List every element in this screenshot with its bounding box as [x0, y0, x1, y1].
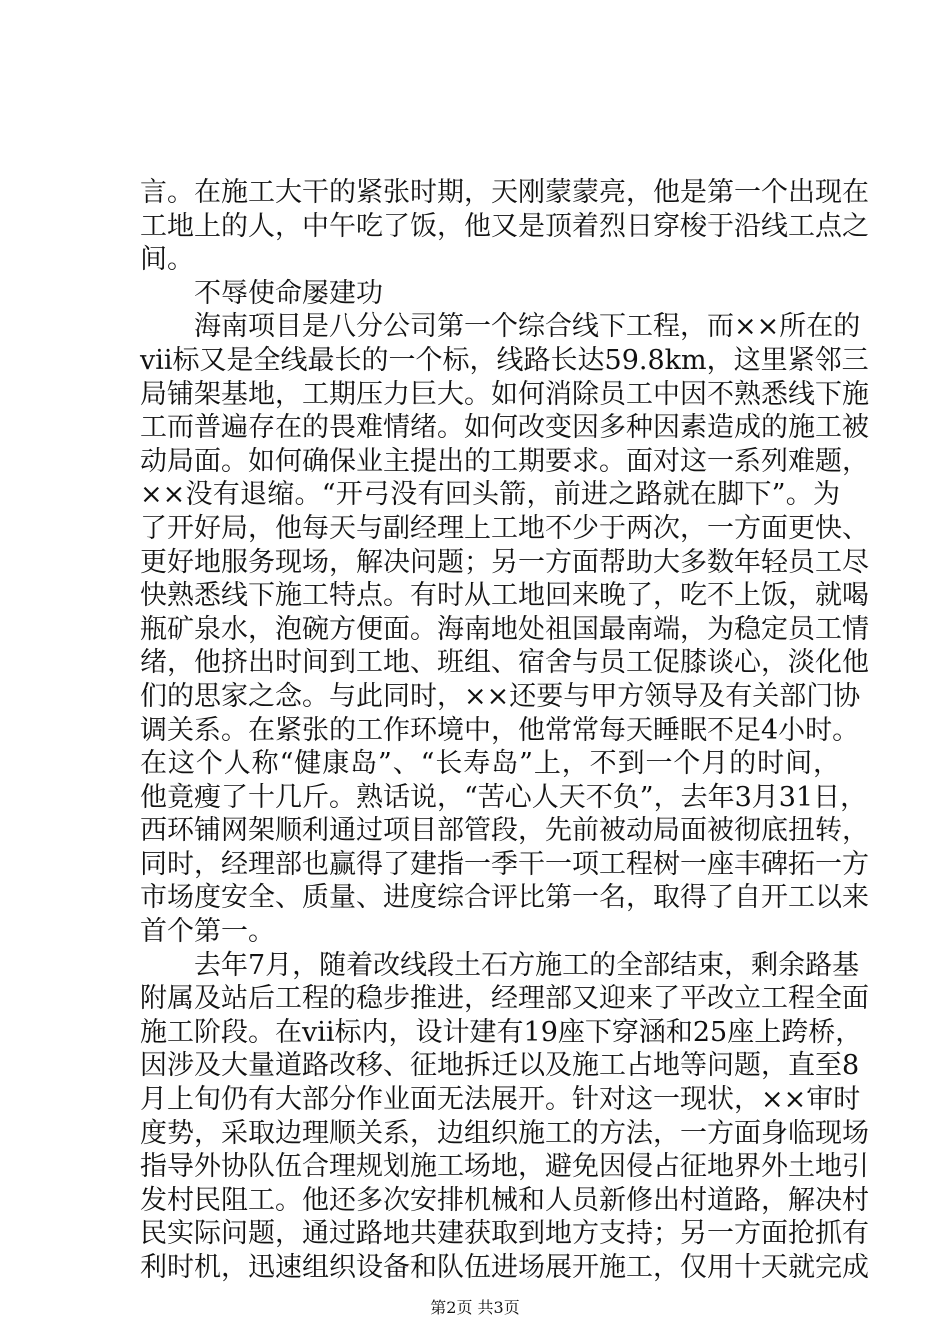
- text-line: 动局面。如何确保业主提出的工期要求。面对这一系列难题，: [140, 445, 869, 477]
- text-line: 绪，他挤出时间到工地、班组、宿舍与员工促膝谈心，淡化他: [140, 647, 869, 679]
- text-line: 他竟瘦了十几斤。熟话说，“苦心人天不负”，去年3月31日，: [140, 781, 868, 813]
- text-line: 瓶矿泉水，泡碗方便面。海南地处祖国最南端，为稳定员工情: [140, 613, 869, 645]
- text-line: 言。在施工大干的紧张时期，天刚蒙蒙亮，他是第一个出现在: [140, 177, 869, 208]
- text-line: 施工阶段。在vii标内，设计建有19座下穿涵和25座上跨桥，: [140, 1016, 863, 1048]
- text-line: vii标又是全线最长的一个标，线路长达59.8km，这里紧邻三: [140, 344, 869, 376]
- text-line: 了开好局，他每天与副经理上工地不少于两次，一方面更快、: [140, 512, 869, 544]
- text-line: 利时机，迅速组织设备和队伍进场展开施工，仅用十天就完成: [140, 1252, 869, 1283]
- text-line: 发村民阻工。他还多次安排机械和人员新修出村道路，解决村: [140, 1184, 869, 1216]
- text-line: 附属及站后工程的稳步推进，经理部又迎来了平改立工程全面: [140, 983, 869, 1015]
- section-heading: 不辱使命屡建功: [194, 277, 383, 309]
- text-line: 更好地服务现场，解决问题；另一方面帮助大多数年轻员工尽: [140, 546, 869, 578]
- text-line: 工而普遍存在的畏难情绪。如何改变因多种因素造成的施工被: [140, 412, 869, 444]
- text-line: 同时，经理部也赢得了建指一季干一项工程树一座丰碑拓一方: [140, 848, 869, 880]
- text-line: 度势，采取边理顺关系，边组织施工的方法，一方面身临现场: [140, 1117, 869, 1149]
- text-line: 因涉及大量道路改移、征地拆迁以及施工占地等问题，直至8: [140, 1050, 860, 1082]
- text-line: 们的思家之念。与此同时，××还要与甲方领导及有关部门协: [140, 680, 861, 712]
- text-line: 快熟悉线下施工特点。有时从工地回来晚了，吃不上饭，就喝: [140, 580, 869, 612]
- text-line: 调关系。在紧张的工作环境中，他常常每天睡眠不足4小时。: [140, 714, 860, 746]
- text-line: 在这个人称“健康岛”、“长寿岛”上，不到一个月的时间，: [140, 748, 840, 780]
- page-number-footer: 第2页 共3页: [430, 1298, 520, 1317]
- text-line: 工地上的人，中午吃了饭，他又是顶着烈日穿梭于沿线工点之: [140, 210, 869, 242]
- text-line: ××没有退缩。“开弓没有回头箭，前进之路就在脚下”。为: [140, 479, 840, 511]
- text-line: 指导外协队伍合理规划施工场地，避免因侵占征地界外土地引: [140, 1151, 869, 1183]
- text-line: 局铺架基地，工期压力巨大。如何消除员工中因不熟悉线下施: [140, 378, 869, 410]
- text-line: 首个第一。: [140, 916, 275, 948]
- text-line: 西环铺网架顺利通过项目部管段，先前被动局面被彻底扭转，: [140, 815, 869, 847]
- text-line: 月上旬仍有大部分作业面无法展开。针对这一现状，××审时: [140, 1084, 861, 1116]
- text-line: 市场度安全、质量、进度综合评比第一名，取得了自开工以来: [140, 882, 869, 914]
- text-line: 间。: [140, 244, 194, 276]
- text-line: 民实际问题，通过路地共建获取到地方支持；另一方面抢抓有: [140, 1218, 869, 1250]
- text-line: 去年7月，随着改线段土石方施工的全部结束，剩余路基: [194, 949, 860, 981]
- text-line: 海南项目是八分公司第一个综合线下工程，而××所在的: [194, 311, 861, 343]
- document-body: [140, 176, 869, 1285]
